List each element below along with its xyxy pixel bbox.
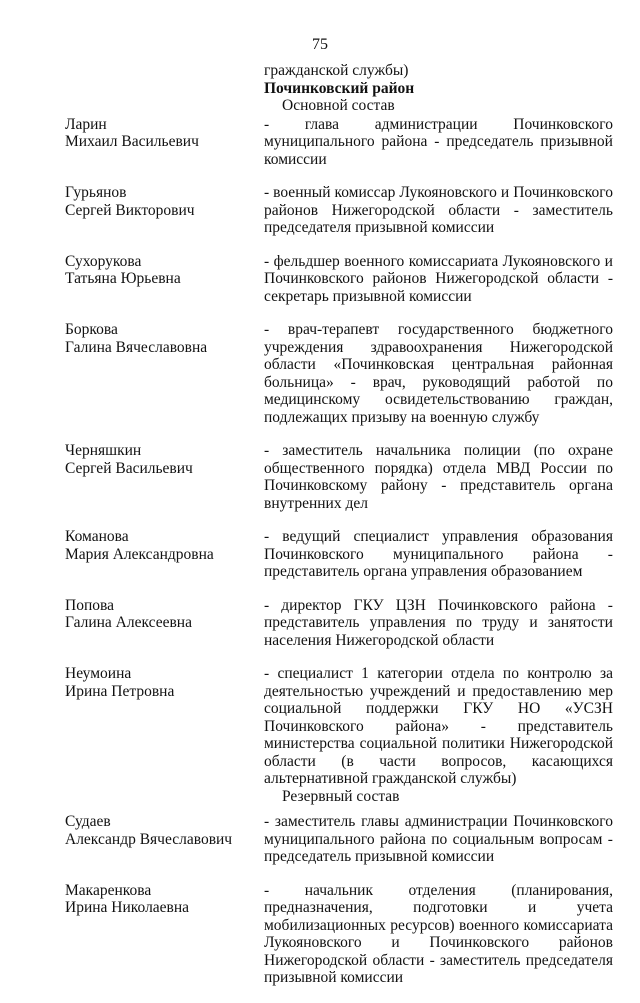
duty-line: Лукояновского и Починковского районов (264, 934, 613, 951)
member-duty (264, 597, 613, 650)
member-name (65, 665, 264, 788)
duty-line: комиссии (264, 150, 327, 168)
duty-line: Починковского муниципального района - (264, 545, 613, 563)
member-given-names: Мария Александровна (65, 545, 214, 563)
member-duty (264, 253, 613, 306)
duty-line: Починковского районов Нижегородской области - (264, 270, 613, 287)
member-entry (65, 665, 613, 788)
duty-line: председателя призывной комиссии (264, 219, 495, 236)
duty-line: области (в части вопросов, касающихся (264, 752, 613, 770)
member-surname: Сухорукова (65, 252, 142, 270)
member-entry (65, 442, 613, 512)
duty-line: - заместитель главы администрации Починковского (264, 813, 613, 830)
document-body (65, 62, 613, 1003)
member-given-names: Александр Вячеславович (65, 830, 233, 848)
duty-line: общественного порядка) отдела МВД России по (264, 459, 613, 477)
member-duty (264, 321, 613, 426)
reserve-members-list (65, 813, 613, 987)
member-entry (65, 321, 613, 426)
member-name (65, 442, 264, 512)
duty-line: призывной комиссии (264, 969, 404, 986)
member-name (65, 882, 264, 987)
duty-line: министерства социальной политики Нижегородской (264, 735, 613, 752)
duty-line: - специалист 1 категории отдела по контролю за (264, 665, 613, 682)
member-given-names: Ирина Николаевна (65, 899, 190, 916)
member-name (65, 597, 264, 650)
member-given-names: Ирина Петровна (65, 682, 175, 700)
duty-line: альтернативной гражданской службы) (264, 770, 517, 787)
member-entry (65, 184, 613, 237)
member-given-names: Галина Алексеевна (65, 614, 192, 631)
member-surname: Гурьянов (65, 184, 127, 201)
duty-line: - глава администрации Починковского (264, 115, 613, 133)
member-duty (264, 116, 613, 169)
duty-line: медицинскому освидетельствованию граждан, (264, 391, 613, 408)
duty-line: Починковскому району - представитель органа (264, 477, 613, 494)
duty-line: муниципального района - председатель призывной (264, 133, 613, 150)
duty-line: Починковского района» - представитель (264, 717, 613, 735)
duty-line: больница» - врач, руководящий работой по (264, 373, 613, 391)
duty-line: Нижегородской области - заместитель председателя (264, 951, 613, 969)
duty-line: - начальник отделения (планирования, (264, 881, 613, 899)
member-duty (264, 665, 613, 788)
duty-line: мобилизационных ресурсов) военного комиссариата (264, 916, 613, 934)
duty-line: муниципального района по социальным вопросам - (264, 830, 613, 848)
member-entry (65, 253, 613, 306)
duty-line: - директор ГКУ ЦЗН Починковского района - (264, 596, 613, 614)
member-given-names: Галина Вячеславовна (65, 338, 208, 356)
member-duty (264, 528, 613, 581)
duty-line: представитель органа управления образованием (264, 563, 583, 580)
reserve-composition-heading: Резервный состав (282, 787, 400, 805)
duty-line: области «Починковская центральная районная (264, 356, 613, 373)
duty-line: предназначения, подготовки и учета (264, 899, 613, 916)
duty-line: - ведущий специалист управления образования (264, 528, 613, 545)
duty-line: представитель управления по труду и занятости (264, 614, 613, 631)
member-surname: Судаев (65, 813, 111, 830)
district-title: Починковский район (264, 79, 415, 97)
member-surname: Черняшкин (65, 442, 142, 459)
member-surname: Команова (65, 528, 129, 545)
member-surname: Ларин (65, 115, 107, 133)
member-entry (65, 882, 613, 987)
member-given-names: Михаил Васильевич (65, 133, 199, 150)
duty-line: - врач-терапевт государственного бюджетного (264, 321, 613, 338)
main-members-list (65, 116, 613, 788)
member-name (65, 321, 264, 426)
duty-line: - заместитель начальника полиции (по охране (264, 442, 613, 459)
duty-line: учреждения здравоохранения Нижегородской (264, 338, 613, 356)
member-duty (264, 442, 613, 512)
main-composition-heading: Основной состав (282, 97, 395, 114)
intro-block (264, 62, 613, 115)
member-surname: Неумоина (65, 665, 132, 682)
duty-line: подлежащих призыву на военную службу (264, 408, 540, 426)
member-surname: Попова (65, 596, 114, 614)
page-number: 75 (312, 36, 328, 53)
duty-line: внутренних дел (264, 494, 368, 512)
duty-line: населения Нижегородской области (264, 631, 495, 649)
duty-line: - фельдшер военного комиссариата Лукояновского и (264, 252, 613, 270)
member-entry (65, 597, 613, 650)
member-name (65, 528, 264, 581)
duty-line: деятельностью учреждений и предоставлению мер (264, 682, 613, 700)
member-entry (65, 116, 613, 169)
member-name (65, 184, 264, 237)
duty-line: председатель призывной комиссии (264, 848, 495, 865)
duty-line: - военный комиссар Лукояновского и Починковского (264, 184, 613, 201)
member-name (65, 253, 264, 306)
member-name (65, 116, 264, 169)
continuation-text: гражданской службы) (264, 62, 409, 79)
member-entry (65, 528, 613, 581)
duty-line: секретарь призывной комиссии (264, 287, 472, 305)
member-surname: Боркова (65, 321, 118, 338)
member-given-names: Татьяна Юрьевна (65, 270, 181, 287)
member-duty (264, 184, 613, 237)
member-given-names: Сергей Викторович (65, 201, 195, 219)
member-entry (65, 813, 613, 866)
duty-line: социальной поддержки ГКУ НО «УСЗН (264, 700, 613, 717)
member-given-names: Сергей Васильевич (65, 459, 193, 477)
duty-line: районов Нижегородской области - заместитель (264, 201, 613, 219)
member-name (65, 813, 264, 866)
member-surname: Макаренкова (65, 881, 152, 899)
member-duty (264, 882, 613, 987)
member-duty (264, 813, 613, 866)
